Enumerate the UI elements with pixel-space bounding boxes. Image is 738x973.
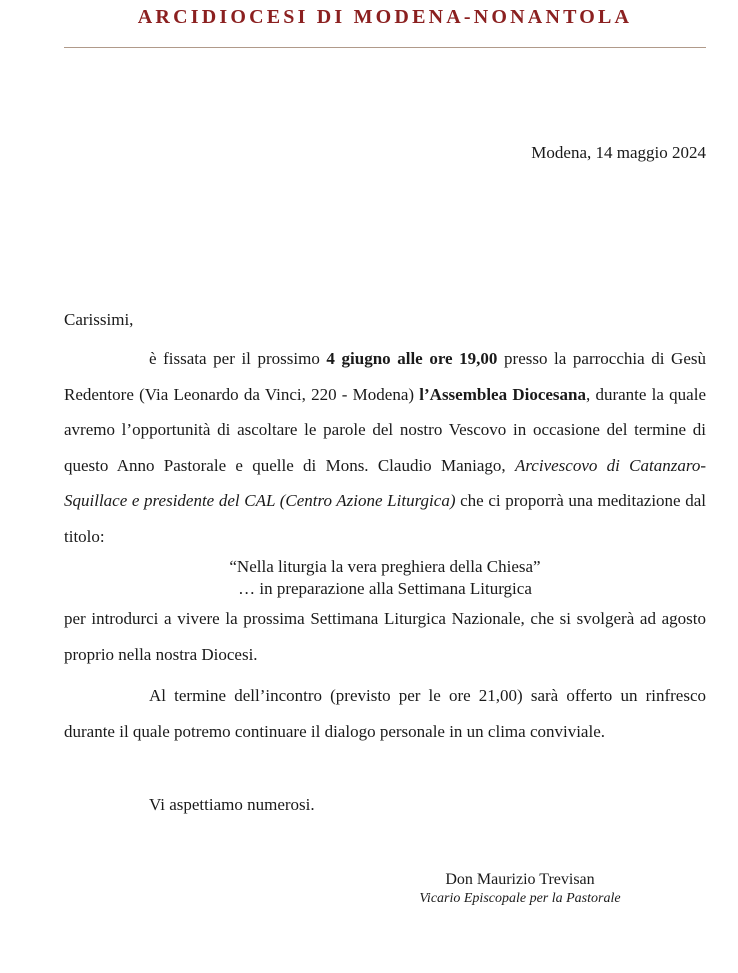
speaker-title: Arcivescovo di Catanzaro-Squillace e presidente del CAL (Centro Azione Liturgica): [64, 455, 706, 510]
salutation: Carissimi,: [64, 310, 134, 329]
paragraph-invitation: [64, 341, 706, 554]
invitation-text-1: è fissata per il prossimo: [149, 349, 327, 368]
event-name: l’Assemblea Diocesana: [419, 384, 586, 404]
invitation-text-3: , durante la quale avremo l’opportunità di ascoltare le parole del nostro Vescovo in occasione del termine di questo Anno Pastorale e quelle di Mons. Claudio Maniago,: [64, 384, 706, 475]
event-date-time: 4 giugno alle ore 19,00: [326, 349, 498, 368]
meditation-title: [64, 556, 706, 600]
signatory-role: Vicario Episcopale per la Pastorale: [419, 891, 621, 906]
letterhead-divider: [64, 47, 706, 48]
letterhead-title: ARCIDIOCESI DI MODENA-NONANTOLA: [137, 6, 633, 28]
meditation-subtitle-line: … in preparazione alla Settimana Liturgica: [238, 579, 532, 598]
invitation-text-4: che ci proporrà una meditazione dal titolo:: [64, 491, 706, 546]
meditation-title-line: “Nella liturgia la vera preghiera della Chiesa”: [229, 557, 541, 576]
signatory-name: Don Maurizio Trevisan: [445, 871, 595, 888]
paragraph-purpose: per introdurci a vivere la prossima Settimana Liturgica Nazionale, che si svolgerà ad agosto proprio nella nostra Diocesi.: [64, 609, 706, 664]
closing-line: Vi aspettiamo numerosi.: [149, 795, 315, 814]
letter-date: Modena, 14 maggio 2024: [531, 143, 706, 162]
signature-block: [395, 870, 645, 908]
paragraph-refreshment: Al termine dell’incontro (previsto per le ore 21,00) sarà offerto un rinfresco durante il quale potremo continuare il dialogo personale in un clima conviviale.: [64, 686, 706, 741]
invitation-text-2: presso la parrocchia di Gesù Redentore (Via Leonardo da Vinci, 220 - Modena): [64, 349, 706, 404]
